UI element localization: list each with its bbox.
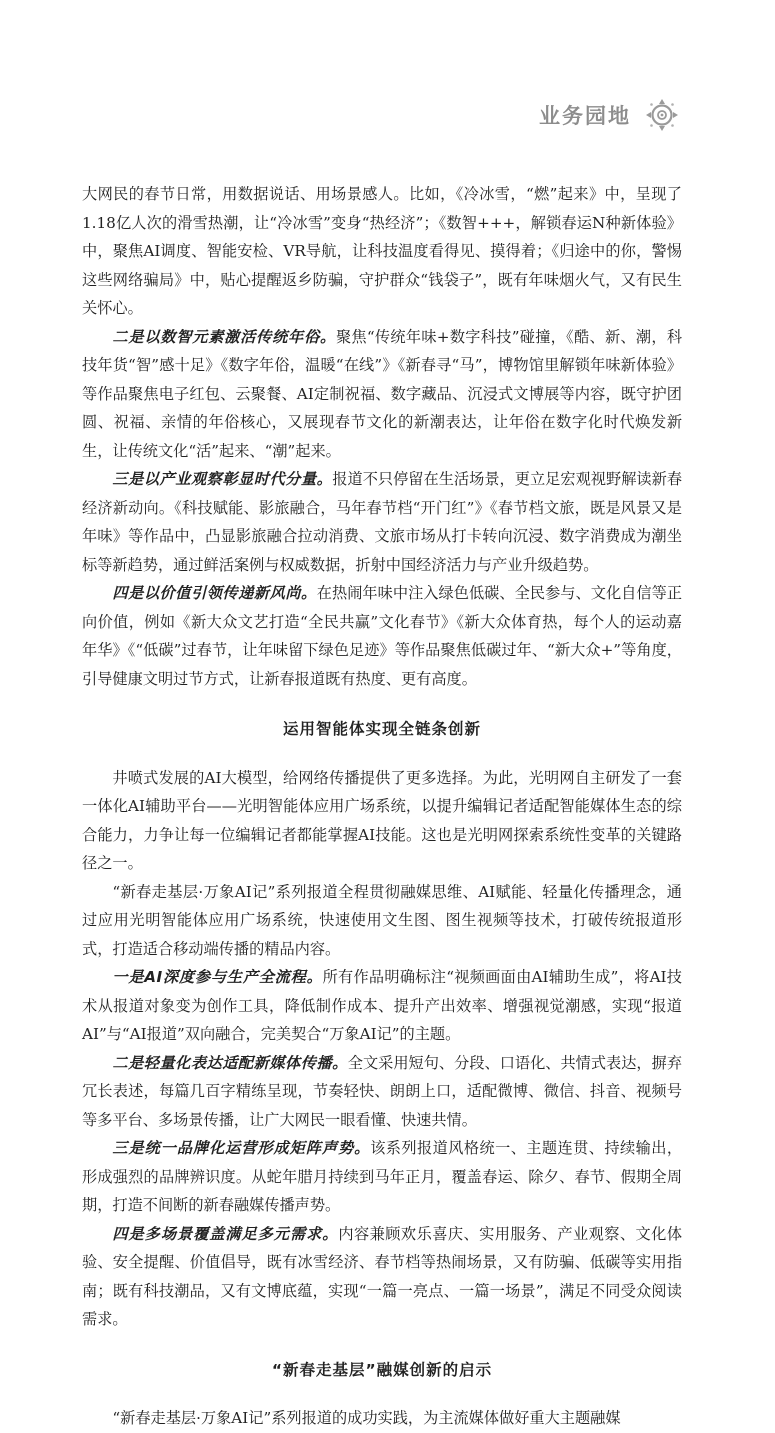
paragraph-text: 在热闹年味中注入绿色低碳、全民参与、文化自信等正向价值，例如《新大众文艺打造“全民共赢”文化春节》《新大众体育热，每个人的运动嘉年华》《“低碳”过春节，让年味留下绿色足迹》等作品聚焦低碳过年、“新大众+”等角度，引导健康文明过节方式，让新春报道既有热度、更有高度。	[82, 584, 683, 688]
paragraph-text: 内容兼顾欢乐喜庆、实用服务、产业观察、文化体验、安全提醒、价值倡导，既有冰雪经济、春节档等热闹场景，又有防骗、低碳等实用指南；既有科技潮品，又有文博底蕴，实现“一篇一亮点、一篇一场景”，满足不同受众阅读需求。	[82, 1224, 682, 1328]
paragraph	[82, 1134, 682, 1220]
paragraph-text: 聚焦“传统年味+数字科技”碰撞，《酷、新、潮，科技年货“智”感十足》《数字年俗，温暖“在线”》《新春寻“马”，博物馆里解锁年味新体验》等作品聚焦电子红包、云聚餐、AI定制祝福、数字藏品、沉浸式文博展等内容，既守护团圆、祝福、亲情的年俗核心，又展现春节文化的新潮表达，让年俗在数字化时代焕发新生，让传统文化“活”起来、“潮”起来。	[82, 327, 683, 460]
article-body	[82, 180, 682, 1433]
paragraph-text: 该系列报道风格统一、主题连贯、持续输出，形成强烈的品牌辨识度。从蛇年腊月持续到马年正月，覆盖春运、除夕、春节、假期全周期，打造不间断的新春融媒传播声势。	[82, 1139, 683, 1214]
paragraph-lead: 三是统一品牌化运营形成矩阵声势。	[112, 1139, 371, 1157]
paragraph	[82, 1049, 682, 1135]
paragraph-lead: 四是多场景覆盖满足多元需求。	[112, 1224, 339, 1243]
section-heading: 运用智能体实现全链条创新	[282, 720, 481, 738]
paragraph	[82, 1404, 682, 1433]
paragraph-lead: 一是AI深度参与生产全流程。	[112, 968, 323, 986]
paragraph	[82, 764, 682, 878]
paragraph-text: 所有作品明确标注“视频画面由AI辅助生成”，将AI技术从报道对象变为创作工具，降低制作成本、提升产出效率、增强视觉潮感，实现“报道AI”与“AI报道”双向融合，完美契合“万象AI记”的主题。	[82, 968, 682, 1043]
paragraph-text: 井喷式发展的AI大模型，给网络传播提供了更多选择。为此，光明网自主研发了一套一体化AI辅助平台——光明智能体应用广场系统，以提升编辑记者适配智能媒体生态的综合能力，力争让每一位编辑记者都能掌握AI技能。这也是光明网探索系统性变革的关键路径之一。	[82, 768, 682, 872]
paragraph-text: “新春走基层·万象AI记”系列报道全程贯彻融媒思维、AI赋能、轻量化传播理念，通过应用光明智能体应用广场系统，快速使用文生图、图生视频等技术，打破传统报道形式，打造适合移动端传播的精品内容。	[82, 882, 682, 958]
paragraph	[82, 878, 682, 964]
paragraph	[82, 1220, 682, 1334]
paragraph-text: 全文采用短句、分段、口语化、共情式表达，摒弃冗长表述，每篇几百字精练呈现，节奏轻快、朗朗上口，适配微博、微信、抖音、视频号等多平台、多场景传播，让广大网民一眼看懂、快速共情。	[82, 1053, 683, 1129]
paragraph-text: 大网民的春节日常，用数据说话、用场景感人。比如，《冷冰雪，“燃”起来》中，呈现了1.18亿人次的滑雪热潮，让“冷冰雪”变身“热经济”；《数智+++，解锁春运N种新体验》中，聚焦AI调度、智能安检、VR导航，让科技温度看得见、摸得着；《归途中的你，警惕这些网络骗局》中，贴心提醒返乡防骗，守护群众“钱袋子”，既有年味烟火气，又有民生关怀心。	[82, 185, 682, 317]
paragraph-lead: 三是以产业观察彰显时代分量。	[112, 470, 333, 488]
paragraph	[82, 579, 682, 693]
paragraph-text: “新春走基层·万象AI记”系列报道的成功实践，为主流媒体做好重大主题融媒	[112, 1409, 621, 1427]
paragraph	[82, 323, 682, 466]
paragraph	[82, 465, 682, 579]
paragraph	[82, 963, 682, 1049]
target-circle-icon	[645, 98, 679, 132]
paragraph-lead: 四是以价值引领传递新风尚。	[112, 584, 317, 602]
paragraph	[82, 180, 682, 323]
paragraph-text: 报道不只停留在生活场景，更立足宏观视野解读新春经济新动向。《科技赋能、影旅融合，马年春节档“开门红”》《春节档文旅，既是风景又是年味》等作品中，凸显影旅融合拉动消费、文旅市场从打卡转向沉浸、数字消费成为潮坐标等新趋势，通过鲜活案例与权威数据，折射中国经济活力与产业升级趋势。	[82, 470, 683, 574]
paragraph-lead: 二是以数智元素激活传统年俗。	[112, 327, 336, 346]
paragraph-lead: 二是轻量化表达适配新媒体传播。	[112, 1053, 348, 1072]
section-label: 业务园地	[539, 104, 631, 128]
page-header	[539, 98, 679, 132]
section-heading: “新春走基层”融媒创新的启示	[271, 1360, 493, 1379]
